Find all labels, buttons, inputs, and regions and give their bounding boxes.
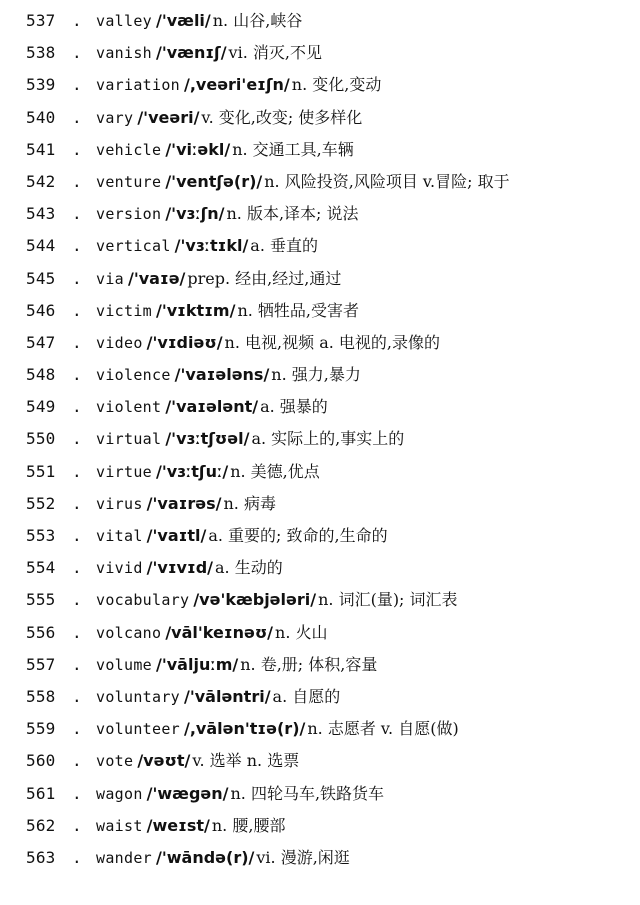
list-item xyxy=(0,295,640,327)
entry-separator: . xyxy=(72,300,82,320)
entry-phonetic: /'vaɪələnt/ xyxy=(165,397,259,417)
entry-body xyxy=(96,69,381,101)
entry-definition: prep. 经由,经过,通过 xyxy=(187,268,342,288)
entry-word: vertical xyxy=(96,237,171,256)
vocabulary-list xyxy=(0,5,640,874)
entry-word: venture xyxy=(96,172,162,191)
entry-separator: . xyxy=(72,783,82,803)
entry-word: victim xyxy=(96,301,152,320)
entry-word: wander xyxy=(96,848,152,867)
entry-number: 546 xyxy=(26,300,56,320)
entry-number: 553 xyxy=(26,526,56,545)
list-item xyxy=(0,198,640,230)
entry-definition: n. 病毒 xyxy=(223,493,276,513)
entry-body xyxy=(96,134,354,166)
entry-phonetic: /'vɜːtʃʊəl/ xyxy=(165,429,250,449)
entry-number: 542 xyxy=(26,171,56,191)
entry-body xyxy=(96,810,285,842)
entry-body xyxy=(96,295,359,327)
entry-definition: n. 版本,译本; 说法 xyxy=(226,204,359,224)
entry-separator: . xyxy=(72,236,82,256)
entry-definition: a. 垂直的 xyxy=(250,236,318,256)
entry-phonetic: /'vāləntri/ xyxy=(183,686,271,706)
list-item xyxy=(0,681,640,713)
entry-phonetic: /'vɪdiəʊ/ xyxy=(146,332,223,352)
entry-word: wagon xyxy=(96,784,143,803)
entry-word: version xyxy=(96,205,162,224)
entry-definition: n. 牺牲品,受害者 xyxy=(237,300,360,320)
entry-separator: . xyxy=(72,139,82,159)
entry-phonetic: /,vālən'tɪə(r)/ xyxy=(183,719,306,739)
entry-separator: . xyxy=(72,815,82,835)
entry-body xyxy=(96,617,328,649)
entry-separator: . xyxy=(72,622,82,642)
entry-word: vote xyxy=(96,752,134,771)
entry-word: volunteer xyxy=(96,720,180,739)
entry-phonetic: /weɪst/ xyxy=(146,815,210,835)
list-item xyxy=(0,391,640,423)
list-item xyxy=(0,617,640,649)
entry-body xyxy=(96,745,299,777)
list-item xyxy=(0,810,640,842)
entry-definition: n. 火山 xyxy=(275,622,328,642)
entry-number: 554 xyxy=(26,558,56,578)
entry-number: 539 xyxy=(26,75,56,95)
entry-phonetic: /,veəri'eɪʃn/ xyxy=(183,75,290,95)
entry-definition: n. 变化,变动 xyxy=(291,75,382,95)
entry-number: 560 xyxy=(26,751,56,771)
entry-phonetic: /və'kæbjələri/ xyxy=(193,590,317,610)
entry-phonetic: /'vaɪrəs/ xyxy=(146,493,222,513)
entry-phonetic: /'vaɪtl/ xyxy=(146,526,207,545)
entry-phonetic: /'vɜːʃn/ xyxy=(165,204,225,224)
entry-definition: n. 山谷,峡谷 xyxy=(212,11,303,30)
entry-separator: . xyxy=(72,686,82,706)
entry-number: 543 xyxy=(26,204,56,224)
entry-definition: vi. 漫游,闲逛 xyxy=(256,847,350,867)
entry-body xyxy=(96,198,359,230)
entry-separator: . xyxy=(72,397,82,417)
entry-word: voluntary xyxy=(96,687,180,706)
entry-phonetic: /'væli/ xyxy=(156,11,211,30)
list-item xyxy=(0,327,640,359)
entry-separator: . xyxy=(72,332,82,352)
entry-phonetic: /'vɪvɪd/ xyxy=(146,558,214,578)
entry-number: 552 xyxy=(26,493,56,513)
entry-separator: . xyxy=(72,493,82,513)
entry-separator: . xyxy=(72,268,82,288)
entry-definition: n. 美德,优点 xyxy=(230,461,320,481)
entry-number: 561 xyxy=(26,783,56,803)
entry-definition: a. 生动的 xyxy=(215,558,283,578)
entry-number: 545 xyxy=(26,268,56,288)
entry-body xyxy=(96,842,350,874)
entry-word: variation xyxy=(96,76,180,95)
entry-number: 541 xyxy=(26,139,56,159)
entry-phonetic: /'vænɪʃ/ xyxy=(156,43,227,63)
list-item xyxy=(0,649,640,681)
entry-phonetic: /vəʊt/ xyxy=(137,751,191,771)
entry-definition: n. 电视,视频 a. 电视的,录像的 xyxy=(224,332,440,352)
entry-body xyxy=(96,520,388,552)
list-item xyxy=(0,359,640,391)
entry-number: 537 xyxy=(26,11,56,30)
entry-separator: . xyxy=(72,107,82,127)
entry-definition: a. 实际上的,事实上的 xyxy=(251,429,405,449)
list-item xyxy=(0,713,640,745)
entry-body xyxy=(96,649,377,681)
list-item xyxy=(0,263,640,295)
entry-body xyxy=(96,37,322,69)
entry-body xyxy=(96,423,404,455)
entry-definition: n. 交通工具,车辆 xyxy=(232,139,354,159)
list-item xyxy=(0,102,640,134)
entry-body xyxy=(96,327,440,359)
list-item xyxy=(0,842,640,874)
entry-definition: n. 风险投资,风险项目 v.冒险; 取于 xyxy=(264,171,510,191)
entry-word: vivid xyxy=(96,559,143,578)
entry-number: 555 xyxy=(26,590,56,610)
entry-definition: n. 腰,腰部 xyxy=(211,815,286,835)
entry-definition: n. 词汇(量); 词汇表 xyxy=(318,590,458,610)
entry-separator: . xyxy=(72,171,82,191)
entry-body xyxy=(96,552,283,584)
entry-phonetic: /'vɪktɪm/ xyxy=(156,300,236,320)
entry-word: via xyxy=(96,269,124,288)
entry-phonetic: /'vɜːtʃuː/ xyxy=(156,461,229,481)
entry-body xyxy=(96,488,276,520)
entry-body xyxy=(96,166,510,198)
entry-word: valley xyxy=(96,12,152,30)
entry-body xyxy=(96,584,458,616)
entry-number: 556 xyxy=(26,622,56,642)
entry-definition: a. 自愿的 xyxy=(272,686,341,706)
list-item xyxy=(0,69,640,101)
entry-separator: . xyxy=(72,751,82,771)
entry-number: 538 xyxy=(26,43,56,63)
entry-body xyxy=(96,102,362,134)
entry-word: vital xyxy=(96,527,143,545)
list-item xyxy=(0,745,640,777)
entry-word: volcano xyxy=(96,623,162,642)
list-item xyxy=(0,423,640,455)
entry-separator: . xyxy=(72,365,82,385)
entry-word: virus xyxy=(96,494,143,513)
entry-separator: . xyxy=(72,558,82,578)
entry-phonetic: /'vāljuːm/ xyxy=(156,654,239,674)
list-item xyxy=(0,456,640,488)
entry-phonetic: /'vaɪələns/ xyxy=(174,365,270,385)
entry-word: virtue xyxy=(96,462,152,481)
entry-body xyxy=(96,230,318,262)
entry-body xyxy=(96,778,384,810)
entry-word: virtual xyxy=(96,430,162,449)
entry-separator: . xyxy=(72,654,82,674)
entry-definition: v. 变化,改变; 使多样化 xyxy=(201,107,363,127)
list-item xyxy=(0,552,640,584)
entry-body xyxy=(96,359,361,391)
list-item xyxy=(0,166,640,198)
entry-separator: . xyxy=(72,43,82,63)
entry-definition: n. 卷,册; 体积,容量 xyxy=(240,654,378,674)
entry-body xyxy=(96,456,320,488)
entry-definition: a. 强暴的 xyxy=(260,397,328,417)
list-item xyxy=(0,520,640,552)
list-item xyxy=(0,5,640,37)
entry-separator: . xyxy=(72,461,82,481)
entry-phonetic: /vāl'keɪnəʊ/ xyxy=(165,622,274,642)
entry-number: 544 xyxy=(26,236,56,256)
entry-separator: . xyxy=(72,847,82,867)
entry-separator: . xyxy=(72,429,82,449)
list-item xyxy=(0,488,640,520)
entry-word: vary xyxy=(96,108,134,127)
entry-definition: v. 选举 n. 选票 xyxy=(192,751,300,771)
entry-word: vanish xyxy=(96,44,152,63)
entry-phonetic: /'vaɪə/ xyxy=(128,268,186,288)
list-item xyxy=(0,134,640,166)
entry-number: 550 xyxy=(26,429,56,449)
entry-word: violent xyxy=(96,398,162,417)
entry-definition: n. 志愿者 v. 自愿(做) xyxy=(307,719,459,739)
entry-number: 562 xyxy=(26,815,56,835)
entry-phonetic: /'ventʃə(r)/ xyxy=(165,171,263,191)
entry-phonetic: /'veəri/ xyxy=(137,107,200,127)
entry-separator: . xyxy=(72,11,82,30)
entry-body xyxy=(96,681,340,713)
entry-word: violence xyxy=(96,366,171,385)
entry-body xyxy=(96,263,341,295)
entry-number: 540 xyxy=(26,107,56,127)
entry-separator: . xyxy=(72,719,82,739)
list-item xyxy=(0,778,640,810)
entry-body xyxy=(96,713,459,745)
entry-definition: vi. 消灭,不见 xyxy=(228,43,322,63)
entry-body xyxy=(96,391,328,423)
entry-phonetic: /'vɜːtɪkl/ xyxy=(174,236,249,256)
list-item xyxy=(0,37,640,69)
entry-word: vehicle xyxy=(96,140,162,159)
list-item xyxy=(0,230,640,262)
entry-number: 559 xyxy=(26,719,56,739)
entry-number: 558 xyxy=(26,686,56,706)
entry-number: 549 xyxy=(26,397,56,417)
entry-word: vocabulary xyxy=(96,591,190,610)
entry-separator: . xyxy=(72,75,82,95)
entry-number: 547 xyxy=(26,332,56,352)
entry-number: 551 xyxy=(26,461,56,481)
entry-word: volume xyxy=(96,655,152,674)
entry-phonetic: /'wāndə(r)/ xyxy=(156,847,255,867)
entry-separator: . xyxy=(72,526,82,545)
entry-word: video xyxy=(96,333,143,352)
entry-number: 548 xyxy=(26,365,56,385)
list-item xyxy=(0,584,640,616)
entry-definition: n. 强力,暴力 xyxy=(271,365,361,385)
entry-separator: . xyxy=(72,590,82,610)
entry-body xyxy=(96,5,302,37)
entry-phonetic: /'wægən/ xyxy=(146,783,229,803)
entry-number: 557 xyxy=(26,654,56,674)
entry-separator: . xyxy=(72,204,82,224)
entry-definition: a. 重要的; 致命的,生命的 xyxy=(208,526,388,545)
entry-phonetic: /'viːəkl/ xyxy=(165,139,231,159)
entry-number: 563 xyxy=(26,847,56,867)
entry-word: waist xyxy=(96,816,143,835)
entry-definition: n. 四轮马车,铁路货车 xyxy=(230,783,385,803)
